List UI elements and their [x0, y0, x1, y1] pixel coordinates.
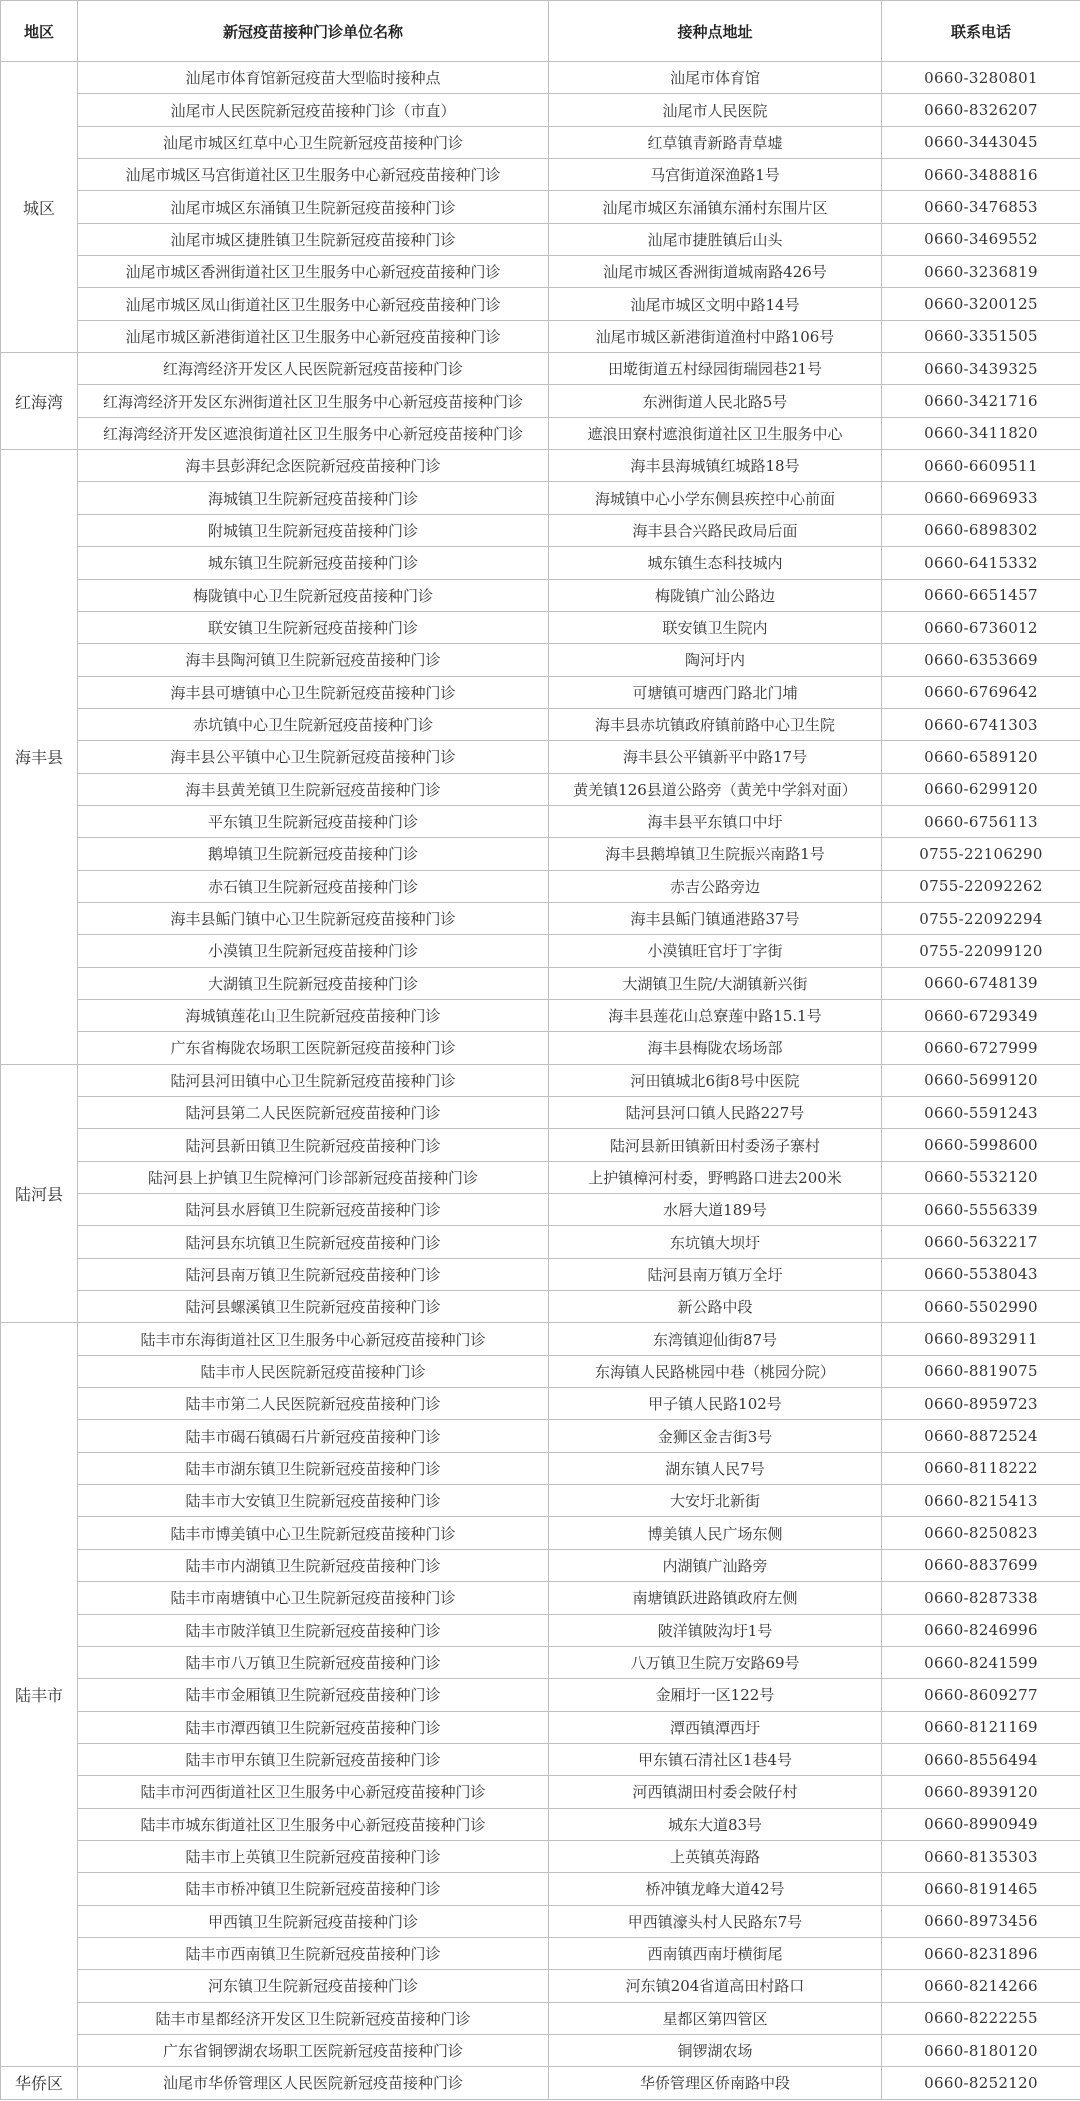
address-cell: 汕尾市城区香洲街道城南路426号	[549, 256, 882, 288]
address-cell: 陆河县南万镇万全圩	[549, 1258, 882, 1290]
site-name-cell: 陆河县螺溪镇卫生院新冠疫苗接种门诊	[78, 1291, 549, 1323]
table-row	[1, 417, 1080, 449]
site-name-cell: 陆丰市人民医院新冠疫苗接种门诊	[78, 1355, 549, 1387]
address-cell: 海丰县公平镇新平中路17号	[549, 741, 882, 773]
phone-cell: 0660-8118222	[882, 1452, 1080, 1484]
phone-cell: 0660-8872524	[882, 1420, 1080, 1452]
address-cell: 东湾镇迎仙街87号	[549, 1323, 882, 1355]
table-row	[1, 1970, 1080, 2002]
site-name-cell: 陆丰市潭西镇卫生院新冠疫苗接种门诊	[78, 1711, 549, 1743]
address-cell: 汕尾市人民医院	[549, 94, 882, 126]
table-row	[1, 902, 1080, 934]
address-cell: 甲东镇石清社区1巷4号	[549, 1743, 882, 1775]
table-row	[1, 223, 1080, 255]
phone-cell: 0660-5538043	[882, 1258, 1080, 1290]
table-row	[1, 1776, 1080, 1808]
table-row	[1, 1485, 1080, 1517]
address-cell: 潭西镇潭西圩	[549, 1711, 882, 1743]
phone-cell: 0660-5532120	[882, 1161, 1080, 1193]
site-name-cell: 汕尾市城区红草中心卫生院新冠疫苗接种门诊	[78, 126, 549, 158]
phone-cell: 0755-22092294	[882, 902, 1080, 934]
address-cell: 南塘镇跃进路镇政府左侧	[549, 1582, 882, 1614]
phone-cell: 0660-8837699	[882, 1549, 1080, 1581]
table-row	[1, 1711, 1080, 1743]
phone-cell: 0660-6741303	[882, 708, 1080, 740]
phone-cell: 0660-8246996	[882, 1614, 1080, 1646]
site-name-cell: 广东省梅陇农场职工医院新冠疫苗接种门诊	[78, 1032, 549, 1064]
address-cell: 东洲街道人民北路5号	[549, 385, 882, 417]
phone-cell: 0660-8326207	[882, 94, 1080, 126]
address-cell: 新公路中段	[549, 1291, 882, 1323]
table-row	[1, 611, 1080, 643]
table-row	[1, 999, 1080, 1031]
site-name-cell: 陆河县新田镇卫生院新冠疫苗接种门诊	[78, 1129, 549, 1161]
phone-cell: 0660-6756113	[882, 805, 1080, 837]
site-name-cell: 陆河县水唇镇卫生院新冠疫苗接种门诊	[78, 1194, 549, 1226]
table-row	[1, 870, 1080, 902]
table-row	[1, 514, 1080, 546]
phone-cell: 0660-3351505	[882, 320, 1080, 352]
site-name-cell: 汕尾市城区捷胜镇卫生院新冠疫苗接种门诊	[78, 223, 549, 255]
address-cell: 海丰县鹅埠镇卫生院振兴南路1号	[549, 838, 882, 870]
site-name-cell: 红海湾经济开发区东洲街道社区卫生服务中心新冠疫苗接种门诊	[78, 385, 549, 417]
table-row	[1, 967, 1080, 999]
table-row	[1, 2034, 1080, 2066]
table-row	[1, 288, 1080, 320]
phone-cell: 0660-3439325	[882, 353, 1080, 385]
table-row	[1, 1743, 1080, 1775]
site-name-cell: 河东镇卫生院新冠疫苗接种门诊	[78, 1970, 549, 2002]
phone-cell: 0660-6415332	[882, 547, 1080, 579]
site-name-cell: 陆丰市八万镇卫生院新冠疫苗接种门诊	[78, 1646, 549, 1678]
site-name-cell: 陆河县河田镇中心卫生院新冠疫苗接种门诊	[78, 1064, 549, 1096]
site-name-cell: 汕尾市华侨管理区人民医院新冠疫苗接种门诊	[78, 2067, 549, 2099]
address-cell: 甲西镇濠头村人民路东7号	[549, 1905, 882, 1937]
site-name-cell: 陆丰市河西街道社区卫生服务中心新冠疫苗接种门诊	[78, 1776, 549, 1808]
table-row	[1, 1840, 1080, 1872]
site-name-cell: 陆河县南万镇卫生院新冠疫苗接种门诊	[78, 1258, 549, 1290]
site-name-cell: 陆丰市桥冲镇卫生院新冠疫苗接种门诊	[78, 1873, 549, 1905]
phone-cell: 0660-5502990	[882, 1291, 1080, 1323]
header-district: 地区	[1, 1, 78, 62]
site-name-cell: 赤石镇卫生院新冠疫苗接种门诊	[78, 870, 549, 902]
address-cell: 河田镇城北6街8号中医院	[549, 1064, 882, 1096]
site-name-cell: 鹅埠镇卫生院新冠疫苗接种门诊	[78, 838, 549, 870]
phone-cell: 0660-6769642	[882, 676, 1080, 708]
table-row	[1, 1258, 1080, 1290]
address-cell: 东海镇人民路桃园中巷（桃园分院）	[549, 1355, 882, 1387]
table-row	[1, 1388, 1080, 1420]
district-cell: 海丰县	[1, 450, 78, 1065]
site-name-cell: 海丰县公平镇中心卫生院新冠疫苗接种门诊	[78, 741, 549, 773]
address-cell: 水唇大道189号	[549, 1194, 882, 1226]
phone-cell: 0660-8939120	[882, 1776, 1080, 1808]
site-name-cell: 海城镇卫生院新冠疫苗接种门诊	[78, 482, 549, 514]
address-cell: 甲子镇人民路102号	[549, 1388, 882, 1420]
table-row	[1, 62, 1080, 94]
table-row	[1, 1194, 1080, 1226]
address-cell: 上英镇英海路	[549, 1840, 882, 1872]
table-row	[1, 547, 1080, 579]
table-row	[1, 320, 1080, 352]
header-site-name: 新冠疫苗接种门诊单位名称	[78, 1, 549, 62]
phone-cell: 0660-8250823	[882, 1517, 1080, 1549]
header-address: 接种点地址	[549, 1, 882, 62]
address-cell: 赤吉公路旁边	[549, 870, 882, 902]
site-name-cell: 汕尾市城区新港街道社区卫生服务中心新冠疫苗接种门诊	[78, 320, 549, 352]
address-cell: 红草镇青新路青草墟	[549, 126, 882, 158]
phone-cell: 0660-6696933	[882, 482, 1080, 514]
phone-cell: 0660-5591243	[882, 1097, 1080, 1129]
address-cell: 博美镇人民广场东侧	[549, 1517, 882, 1549]
address-cell: 可塘镇可塘西门路北门埔	[549, 676, 882, 708]
site-name-cell: 大湖镇卫生院新冠疫苗接种门诊	[78, 967, 549, 999]
table-row	[1, 482, 1080, 514]
address-cell: 陆河县新田镇新田村委汤子寨村	[549, 1129, 882, 1161]
table-row	[1, 2067, 1080, 2099]
table-row	[1, 94, 1080, 126]
phone-cell: 0660-8231896	[882, 1937, 1080, 1969]
phone-cell: 0660-6353669	[882, 644, 1080, 676]
address-cell: 八万镇卫生院万安路69号	[549, 1646, 882, 1678]
phone-cell: 0660-8556494	[882, 1743, 1080, 1775]
table-row	[1, 1226, 1080, 1258]
address-cell: 海丰县赤坑镇政府镇前路中心卫生院	[549, 708, 882, 740]
phone-cell: 0660-8214266	[882, 1970, 1080, 2002]
site-name-cell: 联安镇卫生院新冠疫苗接种门诊	[78, 611, 549, 643]
site-name-cell: 汕尾市城区马宫街道社区卫生服务中心新冠疫苗接种门诊	[78, 159, 549, 191]
address-cell: 马宫街道深渔路1号	[549, 159, 882, 191]
site-name-cell: 梅陇镇中心卫生院新冠疫苗接种门诊	[78, 579, 549, 611]
address-cell: 城东大道83号	[549, 1808, 882, 1840]
table-row	[1, 1517, 1080, 1549]
phone-cell: 0755-22099120	[882, 935, 1080, 967]
site-name-cell: 海丰县陶河镇卫生院新冠疫苗接种门诊	[78, 644, 549, 676]
address-cell: 内湖镇广汕路旁	[549, 1549, 882, 1581]
table-row	[1, 1582, 1080, 1614]
address-cell: 联安镇卫生院内	[549, 611, 882, 643]
phone-cell: 0660-3280801	[882, 62, 1080, 94]
table-row	[1, 385, 1080, 417]
address-cell: 西南镇西南圩横街尾	[549, 1937, 882, 1969]
phone-cell: 0660-8819075	[882, 1355, 1080, 1387]
site-name-cell: 城东镇卫生院新冠疫苗接种门诊	[78, 547, 549, 579]
address-cell: 海丰县合兴路民政局后面	[549, 514, 882, 546]
site-name-cell: 汕尾市城区香洲街道社区卫生服务中心新冠疫苗接种门诊	[78, 256, 549, 288]
table-row	[1, 1291, 1080, 1323]
district-cell: 陆丰市	[1, 1323, 78, 2067]
address-cell: 大安圩北新街	[549, 1485, 882, 1517]
phone-cell: 0660-8609277	[882, 1679, 1080, 1711]
phone-cell: 0660-8215413	[882, 1485, 1080, 1517]
table-body	[1, 62, 1080, 2100]
table-row	[1, 579, 1080, 611]
address-cell: 海丰县平东镇口中圩	[549, 805, 882, 837]
site-name-cell: 陆河县东坑镇卫生院新冠疫苗接种门诊	[78, 1226, 549, 1258]
site-name-cell: 陆丰市南塘镇中心卫生院新冠疫苗接种门诊	[78, 1582, 549, 1614]
site-name-cell: 陆丰市城东街道社区卫生服务中心新冠疫苗接种门诊	[78, 1808, 549, 1840]
site-name-cell: 陆丰市陂洋镇卫生院新冠疫苗接种门诊	[78, 1614, 549, 1646]
phone-cell: 0660-8252120	[882, 2067, 1080, 2099]
table-row	[1, 1097, 1080, 1129]
phone-cell: 0660-6736012	[882, 611, 1080, 643]
phone-cell: 0660-8180120	[882, 2034, 1080, 2066]
phone-cell: 0660-6609511	[882, 450, 1080, 482]
table-row	[1, 1937, 1080, 1969]
address-cell: 遮浪田寮村遮浪街道社区卫生服务中心	[549, 417, 882, 449]
site-name-cell: 陆丰市碣石镇碣石片新冠疫苗接种门诊	[78, 1420, 549, 1452]
site-name-cell: 甲西镇卫生院新冠疫苗接种门诊	[78, 1905, 549, 1937]
table-row	[1, 644, 1080, 676]
address-cell: 梅陇镇广汕公路边	[549, 579, 882, 611]
site-name-cell: 红海湾经济开发区遮浪街道社区卫生服务中心新冠疫苗接种门诊	[78, 417, 549, 449]
phone-cell: 0660-3476853	[882, 191, 1080, 223]
table-row	[1, 159, 1080, 191]
address-cell: 河西镇湖田村委会陂仔村	[549, 1776, 882, 1808]
phone-cell: 0660-8990949	[882, 1808, 1080, 1840]
address-cell: 上护镇樟河村委，野鸭路口进去200米	[549, 1161, 882, 1193]
site-name-cell: 陆丰市博美镇中心卫生院新冠疫苗接种门诊	[78, 1517, 549, 1549]
phone-cell: 0660-3488816	[882, 159, 1080, 191]
address-cell: 陂洋镇陂沟圩1号	[549, 1614, 882, 1646]
phone-cell: 0660-3411820	[882, 417, 1080, 449]
site-name-cell: 赤坑镇中心卫生院新冠疫苗接种门诊	[78, 708, 549, 740]
table-row	[1, 256, 1080, 288]
header-phone: 联系电话	[882, 1, 1080, 62]
address-cell: 黄羌镇126县道公路旁（黄羌中学斜对面）	[549, 773, 882, 805]
site-name-cell: 附城镇卫生院新冠疫苗接种门诊	[78, 514, 549, 546]
address-cell: 汕尾市城区新港街道渔村中路106号	[549, 320, 882, 352]
table-row	[1, 1646, 1080, 1678]
site-name-cell: 陆河县上护镇卫生院樟河门诊部新冠疫苗接种门诊	[78, 1161, 549, 1193]
site-name-cell: 红海湾经济开发区人民医院新冠疫苗接种门诊	[78, 353, 549, 385]
address-cell: 铜锣湖农场	[549, 2034, 882, 2066]
address-cell: 海丰县莲花山总寮莲中路15.1号	[549, 999, 882, 1031]
address-cell: 海丰县海城镇红城路18号	[549, 450, 882, 482]
table-row	[1, 1129, 1080, 1161]
district-cell: 城区	[1, 62, 78, 353]
address-cell: 城东镇生态科技城内	[549, 547, 882, 579]
site-name-cell: 汕尾市人民医院新冠疫苗接种门诊（市直）	[78, 94, 549, 126]
phone-cell: 0660-8973456	[882, 1905, 1080, 1937]
phone-cell: 0660-6898302	[882, 514, 1080, 546]
site-name-cell: 陆河县第二人民医院新冠疫苗接种门诊	[78, 1097, 549, 1129]
address-cell: 陶河圩内	[549, 644, 882, 676]
table-row	[1, 1355, 1080, 1387]
phone-cell: 0660-8959723	[882, 1388, 1080, 1420]
table-row	[1, 1549, 1080, 1581]
table-header-row	[1, 1, 1080, 62]
address-cell: 海丰县梅陇农场场部	[549, 1032, 882, 1064]
table-row	[1, 838, 1080, 870]
address-cell: 东坑镇大坝圩	[549, 1226, 882, 1258]
table-row	[1, 805, 1080, 837]
address-cell: 汕尾市捷胜镇后山头	[549, 223, 882, 255]
table-row	[1, 126, 1080, 158]
site-name-cell: 海丰县可塘镇中心卫生院新冠疫苗接种门诊	[78, 676, 549, 708]
table-row	[1, 1679, 1080, 1711]
phone-cell: 0660-5632217	[882, 1226, 1080, 1258]
table-row	[1, 353, 1080, 385]
address-cell: 汕尾市城区文明中路14号	[549, 288, 882, 320]
table-row	[1, 1323, 1080, 1355]
site-name-cell: 平东镇卫生院新冠疫苗接种门诊	[78, 805, 549, 837]
district-cell: 陆河县	[1, 1064, 78, 1323]
address-cell: 华侨管理区侨南路中段	[549, 2067, 882, 2099]
table-row	[1, 1873, 1080, 1905]
phone-cell: 0660-5556339	[882, 1194, 1080, 1226]
phone-cell: 0660-8135303	[882, 1840, 1080, 1872]
phone-cell: 0660-6727999	[882, 1032, 1080, 1064]
phone-cell: 0660-8191465	[882, 1873, 1080, 1905]
site-name-cell: 陆丰市东海街道社区卫生服务中心新冠疫苗接种门诊	[78, 1323, 549, 1355]
phone-cell: 0660-6299120	[882, 773, 1080, 805]
site-name-cell: 海丰县黄羌镇卫生院新冠疫苗接种门诊	[78, 773, 549, 805]
site-name-cell: 陆丰市西南镇卫生院新冠疫苗接种门诊	[78, 1937, 549, 1969]
site-name-cell: 小漠镇卫生院新冠疫苗接种门诊	[78, 935, 549, 967]
phone-cell: 0660-5699120	[882, 1064, 1080, 1096]
phone-cell: 0660-6748139	[882, 967, 1080, 999]
phone-cell: 0660-5998600	[882, 1129, 1080, 1161]
address-cell: 海城镇中心小学东侧县疾控中心前面	[549, 482, 882, 514]
phone-cell: 0660-3469552	[882, 223, 1080, 255]
site-name-cell: 陆丰市甲东镇卫生院新冠疫苗接种门诊	[78, 1743, 549, 1775]
site-name-cell: 广东省铜锣湖农场职工医院新冠疫苗接种门诊	[78, 2034, 549, 2066]
table-row	[1, 1905, 1080, 1937]
site-name-cell: 陆丰市金厢镇卫生院新冠疫苗接种门诊	[78, 1679, 549, 1711]
phone-cell: 0660-8932911	[882, 1323, 1080, 1355]
site-name-cell: 陆丰市内湖镇卫生院新冠疫苗接种门诊	[78, 1549, 549, 1581]
site-name-cell: 陆丰市上英镇卫生院新冠疫苗接种门诊	[78, 1840, 549, 1872]
site-name-cell: 汕尾市体育馆新冠疫苗大型临时接种点	[78, 62, 549, 94]
site-name-cell: 陆丰市星都经济开发区卫生院新冠疫苗接种门诊	[78, 2002, 549, 2034]
site-name-cell: 陆丰市第二人民医院新冠疫苗接种门诊	[78, 1388, 549, 1420]
address-cell: 河东镇204省道高田村路口	[549, 1970, 882, 2002]
phone-cell: 0660-6651457	[882, 579, 1080, 611]
table-row	[1, 773, 1080, 805]
phone-cell: 0660-6729349	[882, 999, 1080, 1031]
phone-cell: 0755-22106290	[882, 838, 1080, 870]
table-row	[1, 450, 1080, 482]
table-row	[1, 191, 1080, 223]
table-row	[1, 1452, 1080, 1484]
phone-cell: 0660-8241599	[882, 1646, 1080, 1678]
table-row	[1, 741, 1080, 773]
address-cell: 田墘街道五村绿园街瑞园巷21号	[549, 353, 882, 385]
phone-cell: 0660-8222255	[882, 2002, 1080, 2034]
address-cell: 陆河县河口镇人民路227号	[549, 1097, 882, 1129]
phone-cell: 0660-8287338	[882, 1582, 1080, 1614]
table-row	[1, 676, 1080, 708]
table-row	[1, 1161, 1080, 1193]
address-cell: 汕尾市城区东涌镇东涌村东围片区	[549, 191, 882, 223]
address-cell: 湖东镇人民7号	[549, 1452, 882, 1484]
phone-cell: 0660-3443045	[882, 126, 1080, 158]
phone-cell: 0660-3236819	[882, 256, 1080, 288]
table-row	[1, 2002, 1080, 2034]
address-cell: 大湖镇卫生院/大湖镇新兴街	[549, 967, 882, 999]
site-name-cell: 海丰县彭湃纪念医院新冠疫苗接种门诊	[78, 450, 549, 482]
site-name-cell: 海城镇莲花山卫生院新冠疫苗接种门诊	[78, 999, 549, 1031]
site-name-cell: 汕尾市城区凤山街道社区卫生服务中心新冠疫苗接种门诊	[78, 288, 549, 320]
address-cell: 汕尾市体育馆	[549, 62, 882, 94]
site-name-cell: 汕尾市城区东涌镇卫生院新冠疫苗接种门诊	[78, 191, 549, 223]
address-cell: 桥冲镇龙峰大道42号	[549, 1873, 882, 1905]
phone-cell: 0660-3421716	[882, 385, 1080, 417]
table-row	[1, 935, 1080, 967]
table-row	[1, 708, 1080, 740]
phone-cell: 0660-8121169	[882, 1711, 1080, 1743]
district-cell: 红海湾	[1, 353, 78, 450]
address-cell: 海丰县鲘门镇通港路37号	[549, 902, 882, 934]
table-row	[1, 1420, 1080, 1452]
site-name-cell: 陆丰市湖东镇卫生院新冠疫苗接种门诊	[78, 1452, 549, 1484]
site-name-cell: 陆丰市大安镇卫生院新冠疫苗接种门诊	[78, 1485, 549, 1517]
phone-cell: 0660-3200125	[882, 288, 1080, 320]
address-cell: 星都区第四管区	[549, 2002, 882, 2034]
address-cell: 金狮区金吉街3号	[549, 1420, 882, 1452]
site-name-cell: 海丰县鲘门镇中心卫生院新冠疫苗接种门诊	[78, 902, 549, 934]
phone-cell: 0755-22092262	[882, 870, 1080, 902]
table-row	[1, 1032, 1080, 1064]
phone-cell: 0660-6589120	[882, 741, 1080, 773]
district-cell: 华侨区	[1, 2067, 78, 2099]
table-row	[1, 1614, 1080, 1646]
table-row	[1, 1064, 1080, 1096]
table-row	[1, 1808, 1080, 1840]
address-cell: 金厢圩一区122号	[549, 1679, 882, 1711]
address-cell: 小漠镇旺官圩丁字街	[549, 935, 882, 967]
